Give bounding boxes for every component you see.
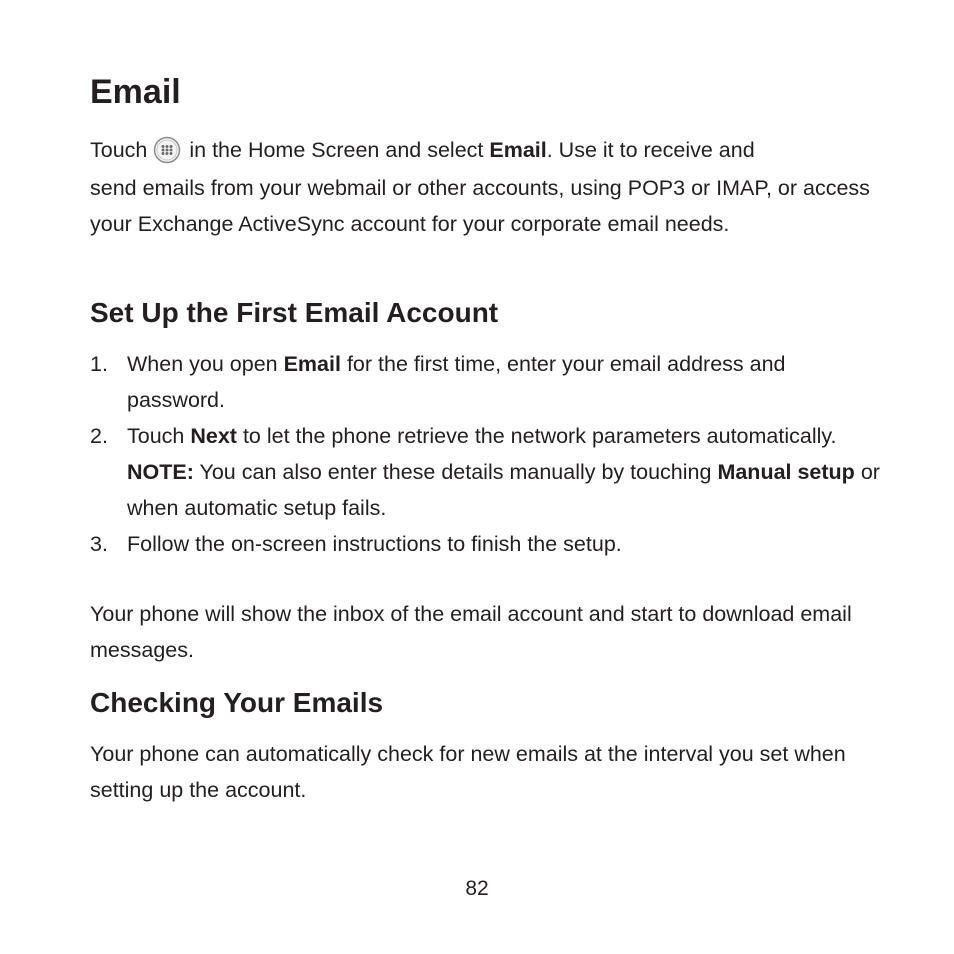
page-number: 82 <box>465 877 489 900</box>
note-bold: Manual setup <box>717 460 855 484</box>
note-label: NOTE: <box>127 460 194 484</box>
step-text: Follow the on-screen instructions to finish the setup. <box>127 532 622 556</box>
intro-paragraph <box>90 130 880 242</box>
intro-rest-line1: . Use it to receive and <box>546 138 755 162</box>
checking-paragraph: Your phone can automatically check for new emails at the interval you set when setting up the account. <box>90 742 846 802</box>
step-text: to let the phone retrieve the network parameters automatically. <box>242 424 837 448</box>
step-bold: Email <box>283 352 341 376</box>
step-number: 1. <box>90 352 108 376</box>
section-heading-checking: Checking Your Emails <box>90 687 384 718</box>
intro-first-line <box>90 130 880 170</box>
step-number: 2. <box>90 424 108 448</box>
step-bold: Next <box>190 424 237 448</box>
intro-after-icon: in the Home Screen and select <box>189 138 484 162</box>
list-item <box>90 526 880 562</box>
intro-rest: send emails from your webmail or other accounts, using POP3 or IMAP, or access your Exchange ActiveSync account for your corporate email needs. <box>90 176 870 236</box>
note-text: You can also enter these details manually by touching <box>199 460 712 484</box>
apps-launcher-icon <box>153 136 181 164</box>
step-text: for the first time, enter your email address and password. <box>127 352 786 412</box>
step-number: 3. <box>90 532 108 556</box>
setup-result-paragraph: Your phone will show the inbox of the email account and start to download email messages. <box>90 602 852 662</box>
intro-email-bold: Email <box>489 138 547 162</box>
section-heading-setup: Set Up the First Email Account <box>90 297 499 328</box>
note-text: or when automatic setup fails. <box>127 460 880 520</box>
note <box>127 454 880 526</box>
page-title: Email <box>90 73 181 111</box>
list-item <box>90 346 880 418</box>
step-text: When you open <box>127 352 278 376</box>
step-text: Touch <box>127 424 185 448</box>
setup-steps-list <box>90 346 880 562</box>
intro-touch: Touch <box>90 138 148 162</box>
list-item <box>90 418 880 526</box>
